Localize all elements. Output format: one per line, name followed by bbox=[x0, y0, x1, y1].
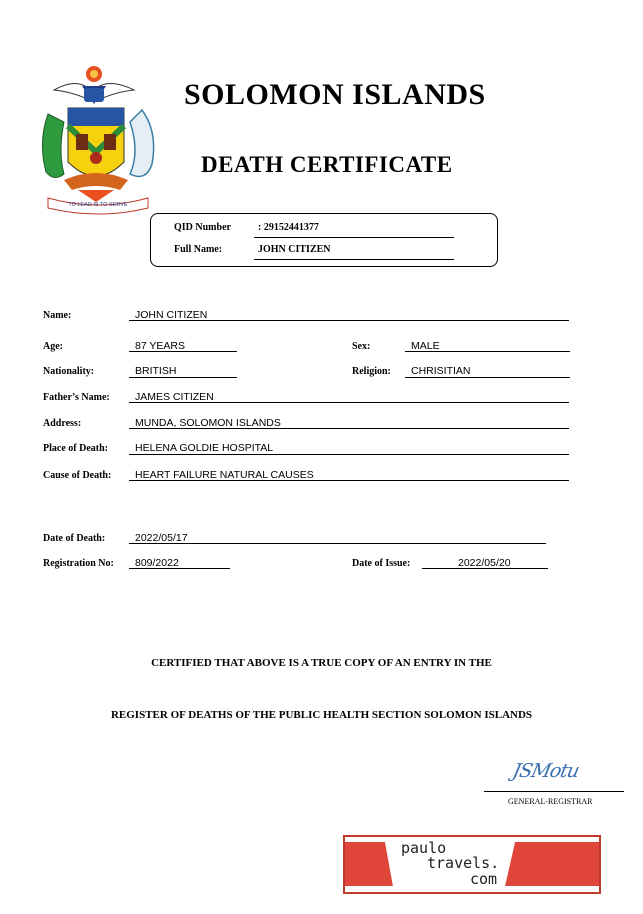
date-of-issue-underline bbox=[422, 568, 548, 569]
qid-label: QID Number bbox=[174, 222, 231, 233]
date-of-issue-value: 2022/05/20 bbox=[458, 557, 511, 569]
watermark-line-3: com bbox=[470, 870, 498, 888]
sex-underline bbox=[405, 351, 570, 352]
date-of-death-label: Date of Death: bbox=[43, 533, 106, 544]
age-label: Age: bbox=[43, 341, 63, 352]
cause-of-death-underline bbox=[129, 480, 569, 481]
cause-of-death-label: Cause of Death: bbox=[43, 470, 112, 481]
address-label: Address: bbox=[43, 418, 82, 429]
country-title: SOLOMON ISLANDS bbox=[184, 78, 486, 111]
father-value: JAMES CITIZEN bbox=[135, 391, 214, 403]
registration-underline bbox=[129, 568, 230, 569]
religion-underline bbox=[405, 377, 570, 378]
date-of-issue-label: Date of Issue: bbox=[352, 558, 411, 569]
place-of-death-label: Place of Death: bbox=[43, 443, 108, 454]
registrar-signature: JSMotu bbox=[510, 760, 581, 782]
address-value: MUNDA, SOLOMON ISLANDS bbox=[135, 417, 281, 429]
name-value: JOHN CITIZEN bbox=[135, 309, 208, 321]
nationality-label: Nationality: bbox=[43, 366, 95, 377]
place-of-death-underline bbox=[129, 454, 569, 455]
sex-value: MALE bbox=[411, 340, 440, 352]
certification-line-1: CERTIFIED THAT ABOVE IS A TRUE COPY OF AN ENTRY IN THE bbox=[151, 657, 492, 669]
watermark-line-1: paulo bbox=[401, 839, 447, 857]
name-underline bbox=[129, 320, 569, 321]
date-of-death-underline bbox=[129, 543, 546, 544]
registration-value: 809/2022 bbox=[135, 557, 179, 569]
document-title: DEATH CERTIFICATE bbox=[201, 152, 453, 177]
place-of-death-value: HELENA GOLDIE HOSPITAL bbox=[135, 442, 274, 454]
qid-underline bbox=[254, 237, 454, 238]
nationality-value: BRITISH bbox=[135, 365, 177, 377]
watermark-line-2: travels. bbox=[427, 854, 500, 872]
religion-value: CHRISITIAN bbox=[411, 365, 471, 377]
registration-label: Registration No: bbox=[43, 558, 114, 569]
father-underline bbox=[129, 402, 569, 403]
registrar-title: GENERAL-REGISTRAR bbox=[508, 797, 593, 806]
certification-line-2: REGISTER OF DEATHS OF THE PUBLIC HEALTH SECTION SOLOMON ISLANDS bbox=[110, 709, 533, 721]
motto-text: TO LEAD IS TO SERVE bbox=[68, 202, 128, 208]
age-value: 87 YEARS bbox=[135, 340, 186, 352]
age-underline bbox=[129, 351, 237, 352]
full-name-value: JOHN CITIZEN bbox=[258, 244, 331, 255]
full-name-label: Full Name: bbox=[174, 244, 223, 255]
date-of-death-value: 2022/05/17 bbox=[135, 532, 188, 544]
full-name-underline bbox=[254, 259, 454, 260]
sex-label: Sex: bbox=[352, 341, 371, 352]
address-underline bbox=[129, 428, 569, 429]
coat-of-arms bbox=[34, 62, 162, 217]
watermark-logo bbox=[343, 835, 601, 894]
signature-line bbox=[484, 791, 624, 792]
cause-of-death-value: HEART FAILURE NATURAL CAUSES bbox=[135, 469, 314, 481]
religion-label: Religion: bbox=[352, 366, 391, 377]
name-label: Name: bbox=[43, 310, 72, 321]
nationality-underline bbox=[129, 377, 237, 378]
father-label: Father’s Name: bbox=[43, 392, 110, 403]
qid-value: : 29152441377 bbox=[258, 222, 319, 233]
